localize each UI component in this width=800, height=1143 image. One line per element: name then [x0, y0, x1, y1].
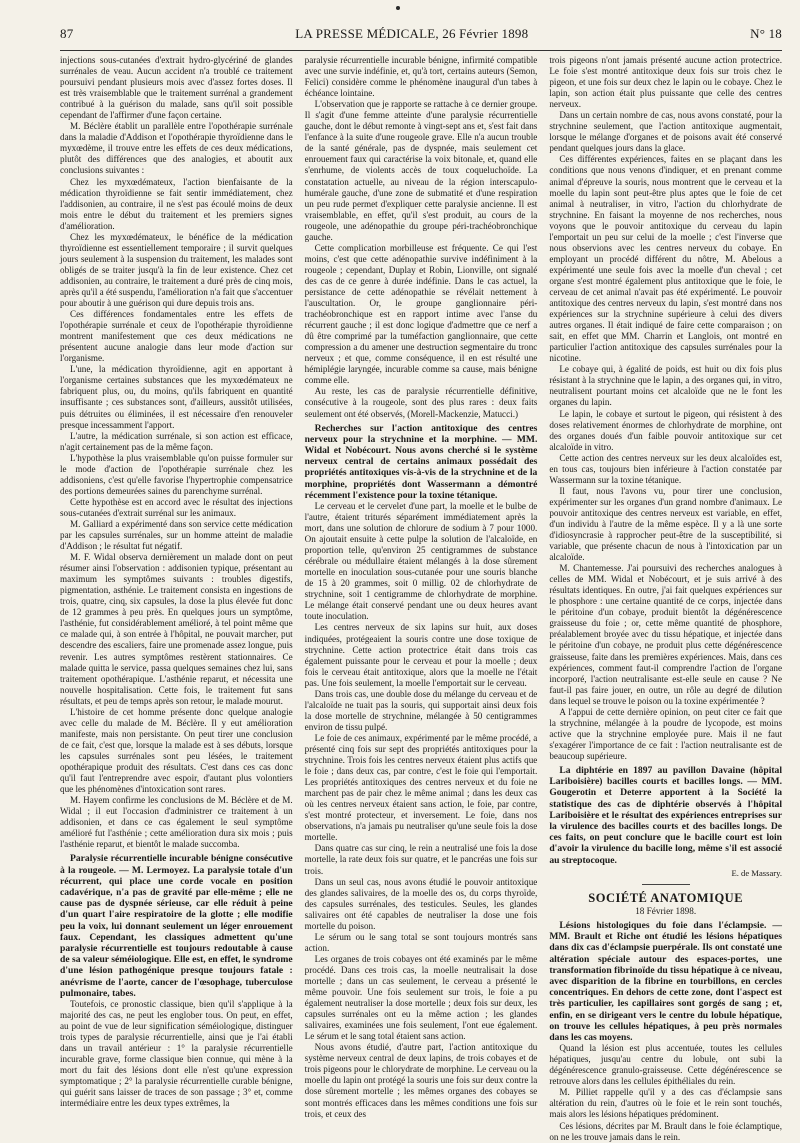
paragraph: Chez les myxœdémateux, l'action bienfaisante de la médication thyroïdienne se fait sentir immédiatement, chez l'addisonien, au contraire, il ne s'est pas écoulé moins de deux mois entre le début du traitement et les premiers signes d'amélioration.	[60, 176, 293, 231]
journal-title: LA PRESSE MÉDICALE, 26 Février 1898	[295, 26, 529, 41]
paragraph: Dans un certain nombre de cas, nous avons constaté, pour la strychnine seulement, que l'action antitoxique augmentait, lorsque le mélange d'organes et de poisons avait été conservé pendant quelques jours dans la glace.	[549, 110, 783, 154]
paragraph: M. Pilliet rappelle qu'il y a des cas d'éclampsie sans altération du rein, d'autres où le foie et le rein sont touchés, mais alors les lésions hépatiques prédominent.	[549, 1087, 783, 1120]
paragraph: L'hypothèse la plus vraisemblable qu'on puisse formuler sur le mode d'action de l'opothérapie surrénale chez les addisoniens, c'est qu'elle favorise l'hypertrophie compensatrice des portions demeurées saines du parenchyme surrénal.	[60, 452, 293, 496]
paragraph: Nous avons étudié, d'autre part, l'action antitoxique du système nerveux central de deux lapins, de trois cobayes et de trois pigeons pour le chlorydrate de morphine. Le cerveau ou la moelle du lapin ont protégé la souris une fois sur deux contre la dose sûrement mortelle ; les mêmes organes des cobayes se sont montrés efficaces dans les mêmes conditions une fois sur trois, et ceux des	[304, 1042, 538, 1119]
paragraph: Chez les myxœdémateux, le bénéfice de la médication thyroïdienne est essentiellement temporaire ; il survit quelques jours seulement à la suspension du traitement, les malades sont obligés de se traiter jusqu'à la fin de leur existence. Chez cet addisonien, au contraire, le traitement a duré près de cinq mois, après qu'il a été suspendu, l'amélioration n'a fait que s'accentuer pour aboutir à une guérison qui dure depuis trois ans.	[60, 231, 293, 309]
header-rule	[60, 50, 782, 51]
paragraph: Dans un seul cas, nous avons étudié le pouvoir antitoxique des glandes salivaires, de la moelle des os, du corps thyroïde, des capsules surrénales, des testicules. Seules, les glandes salivaires ont été capables de neutraliser la dose une fois mortelle du poison.	[304, 876, 538, 931]
paragraph: Le cerveau et le cervelet d'une part, la moelle et le bulbe de l'autre, étaient triturés séparément immédiatement après la mort, dans une solution de chlorure de sodium à 7 pour 1000. On ajoutait ensuite à cette pulpe la solution de l'alcaloïde, en proportion telle, qu'environ 25 centigrammes de substance cérébrale ou médullaire étaient mélangés à la dose sûrement mortelle en inoculation sous-cutanée pour une souris blanche de 15 à 20 grammes, soit 0 millig. 02 de chlorhydrate de strychnine, soit 1 centigramme de chlorhydrate de morphine. Le mélange était conservé pendant une ou deux heures avant toute inoculation.	[304, 500, 538, 622]
paragraph: Cette action des centres nerveux sur les deux alcaloïdes est, en tous cas, toujours bien inférieure à l'action constatée par Wassermann sur la toxine tétanique.	[549, 452, 783, 485]
ink-dot	[396, 6, 400, 10]
paragraph: Toutefois, ce pronostic classique, bien qu'il s'applique à la majorité des cas, ne peut les englober tous. On peut, en effet, au point de vue de leur signification séméiologique, distinguer trois types de paralysie récurrentielle, ainsi que je l'ai établi dans un travail antérieur : 1° la paralysie récurrentielle incurable grave, forme classique bien connue, qui mène à la mort du fait des lésions dont elle n'est qu'une expression symptomatique ; 2° la paralysie récurrentielle curable bénigne, qui guérit sans laisser de traces de son passage ; 3° et, comme intermédiaire entre les deux types extrêmes, la	[60, 999, 293, 1109]
paragraph: Ces différences fondamentales entre les effets de l'opothérapie surrénale et ceux de l'opothérapie thyroïdienne montrent manifestement que ces deux médications ne présentent aucune analogie dans leur mode d'action sur l'organisme.	[60, 309, 293, 364]
paragraph: Les organes de trois cobayes ont été examinés par le même procédé. Dans ces trois cas, la moelle neutralisait la dose mortelle ; dans un cas seulement, le cerveau a présenté le même pouvoir. Une fois seulement sur trois, le foie a pu également neutraliser la dose mortelle ; deux fois sur deux, les capsules surrénales ont eu la même action ; les glandes salivaires, examinées une fois seulement, l'ont eue également. Le sérum et le sang total étaient sans action.	[304, 953, 538, 1042]
column-3	[549, 55, 783, 1142]
paragraph: Le lapin, le cobaye et surtout le pigeon, qui résistent à des doses relativement énormes de chlorhydrate de morphine, ont des organes doués d'un faible pouvoir antitoxique sur cet alcaloïde in vitro.	[549, 408, 783, 452]
section-heading-recherches: Recherches sur l'action antitoxique des centres nerveux pour la strychnine et la morphine. — MM. Widal et Nobécourt. Nous avons cherché si le système nerveux central de certains animaux possédait des propriétés antitoxiques vis-à-vis de la strychnine et de la morphine, propriétés dont Wassermann a démontré récemment l'existence pour la toxine tétanique.	[304, 422, 538, 501]
section-heading-lesions: Lésions histologiques du foie dans l'éclampsie. — MM. Brault et Riche ont étudié les lésions hépatiques dans dix cas d'éclampsie puerpérale. Ils ont constaté une altération spéciale autour des espaces-portes, une transformation fibrinoïde du tissu hépatique à ce niveau, avec disparition de la fibrine en tourbillons, en cercles concentriques. En dehors de cette zone, dont l'aspect est très particulier, les capillaires sont gorgés de sang ; et, enfin, en se dirigeant vers le centre du lobule hépatique, on trouve les cellules hépatiques, à peu près normales dans les cas moyens.	[549, 919, 783, 1043]
paragraph: L'une, la médication thyroïdienne, agit en apportant à l'organisme certaines substances que les myxœdémateux ne fabriquent plus, ou, du moins, qu'ils fabriquent en quantité insuffisante ; ces substances sont, d'ailleurs, aussitôt utilisées, puis détruites ou éliminées, il est nécessaire d'en renouveler presque incessamment l'apport.	[60, 364, 293, 430]
society-date: 18 Février 1898.	[635, 905, 697, 916]
paragraph: Le foie de ces animaux, expérimenté par le même procédé, a présenté cinq fois sur sept des propriétés antitoxiques pour la strychnine. Trois fois les centres nerveux étaient plus actifs que le foie ; dans deux cas, par contre, c'est le foie qui l'emportait. Les propriétés antitoxiques des centres nerveux et du foie ne marchent pas de pair chez le même animal ; dans les deux cas où les centres nerveux étaient sans action, le foie, par contre, s'est montré protecteur, et inversement. Le foie, dans nos observations, n'a jamais pu neutraliser qu'une seule fois la dose mortelle.	[304, 732, 538, 843]
issue-number: N° 18	[750, 26, 782, 41]
paragraph: M. F. Widal observa dernièrement un malade dont on peut résumer ainsi l'observation : addisonien typique, présentant au maximum les symptômes suivants : troubles digestifs, pigmentation, asthénie. Le traitement consista en ingestions de trois, quatre, cinq, six capsules, la dose la plus élevée fut donc de 12 grammes à peu près. En quelques jours un symptôme, l'asthénie, fut considérablement amélioré, à tel point même que ce malade qui, à son entrée à l'hôpital, ne pouvait marcher, put descendre des escaliers, faire une promenade assez longue, puis revenir. Les autres symptômes restèrent stationnaires. Ce malade quitta le service, passa quelques semaines chez lui, sans traitement opothérapique. L'asthénie reparut, et nécessita une nouvelle hospitalisation. Cette fois, le traitement fut sans résultats, et peu de temps après son retour, le malade mourut.	[60, 552, 293, 706]
columns	[60, 55, 783, 1142]
paragraph: paralysie récurrentielle incurable bénigne, infirmité compatible avec une survie indéfinie, et, qu'à tort, certains auteurs (Semon, Felici) considère comme le phénomène inaugural d'un tabes à échéance lointaine.	[304, 55, 538, 99]
paragraph: Dans trois cas, une double dose du mélange du cerveau et de l'alcaloïde ne tuait pas la souris, qui supportait ainsi deux fois la dose mortelle de strychnine, mélangée à 50 centigrammes environ de tissu pulpé.	[304, 688, 538, 732]
section-heading-paralysie: Paralysie récurrentielle incurable bénigne consécutive à la rougeole. — M. Lermoyez. La paralysie totale d'un récurrent, qui place une corde vocale en position cadavérique, n'a pas de gravité par elle-même ; elle ne cause pas de dyspnée sérieuse, car elle réduit à peine d'un quart l'aire respiratoire de la glotte ; elle modifie peu la voix, lui donnant seulement un léger enrouement faux. Cependant, les classiques admettent qu'une paralysie récurrentielle est toujours redoutable à cause de sa valeur séméiologique. Elle est, en effet, le syndrome d'une lésion pathogénique presque toujours fatale : anévrisme de l'aorte, cancer de l'œsophage, tuberculose pulmonaire, tabes.	[60, 853, 293, 999]
society-title: SOCIÉTÉ ANATOMIQUE	[588, 890, 744, 905]
paragraph: Ces différentes expériences, faites en se plaçant dans les conditions que nous venons d'indiquer, et en prenant comme animal d'épreuve la souris, nous montrent que le cerveau et la moelle du lapin sont peut-être plus aptes que le foie de cet animal à neutraliser, in vitro, l'action du chlorhydrate de strychnine. En faisant la moyenne de nos recherches, nous voyons que le pouvoir antitoxique du cerveau du lapin l'emportait un peu sur celui de la moelle ; c'est l'inverse que nous observions avec les centres nerveux du cobaye. En employant un procédé différent du nôtre, M. Abelous a expérimenté une seule fois avec la moelle d'un cheval ; cet organe s'est montré également plus antitoxique que le foie, le cerveau de cet animal n'avait pas été expérimenté. Le pouvoir antitoxique des centres nerveux du lapin, s'est montré dans nos expériences sur la strychnine supérieure à celui des divers autres organes. Il était indiqué de faire cette comparaison ; on sait, en effet que MM. Charrin et Langlois, ont montré en particulier l'action antitoxique des capsules surrénales pour la nicotine.	[549, 154, 783, 364]
paragraph: M. Chantemesse. J'ai poursuivi des recherches analogues à celles de MM. Widal et Nobécourt, et je suis arrivé à des résultats identiques. En outre, j'ai fait quelques expériences sur le phosphore : une certaine quantité de ce corps, injectée dans le péritoine d'un cobaye, produit bientôt la dégénérescence graisseuse du foie ; or, cette même quantité de phosphore, préalablement broyée avec du tissu hépatique, et injectée dans le péritoine d'un cobaye, ne produit plus cette dégénérescence graisseuse, faite dans les premières expériences. Mais, dans ces expériences, comment faut-il comprendre l'action de l'organe incorporé, l'action neutralisante est-elle seule en cause ? Ne faut-il pas faire jouer, en outre, un rôle au degré de dilution dans lequel se trouve le poison ou la toxine expérimentée ?	[549, 563, 783, 706]
column-1	[60, 55, 293, 1109]
paragraph: Les centres nerveux de six lapins sur huit, aux doses indiquées, protégeaient la souris contre une dose toxique de strychnine. Cette action protectrice était dans trois cas également puissante pour le cerveau et pour la moelle ; deux fois le cerveau était antitoxique, alors que la moelle ne l'était pas. Une fois seulement, la moelle l'emportait sur le cerveau.	[304, 622, 538, 688]
paragraph: M. Galliard a expérimenté dans son service cette médication par les capsules surrénales, sur un homme atteint de maladie d'Addison ; le résultat fut négatif.	[60, 518, 293, 552]
paragraph: Le cobaye qui, à égalité de poids, est huit ou dix fois plus résistant à la strychnine que le lapin, a des organes qui, in vitro, neutralisent pourtant moins cet alcaloïde que ne le font les organes du lapin.	[549, 364, 783, 408]
paragraph: Ces lésions, décrites par M. Brault dans le foie éclamptique, on ne les trouve jamais dans le rein.	[549, 1120, 783, 1142]
paragraph: M. Béclère établit un parallèle entre l'opothérapie surrénale dans la maladie d'Addison et l'opothérapie thyroïdienne dans le myxœdème, il trouve entre les effets de ces deux médications, plutôt des différences que des analogies, et aboutit aux conclusions suivantes :	[60, 121, 293, 176]
page-number: 87	[60, 26, 74, 41]
paragraph: L'observation que je rapporte se rattache à ce dernier groupe. Il s'agit d'une femme atteinte d'une paralysie récurrentielle gauche, dont le début remonte à vingt-sept ans et, s'est fait dans l'enfance à la suite d'une rougeole grave. Elle n'a aucun trouble de la santé générale, pas de dyspnée, mais seulement cet enrouement faux qui caractérise la voix bitonale, et, quand elle s'enrhume, de violents accès de toux coqueluchoïde. La constatation actuelle, au niveau de la région interscapulo-humérale gauche, d'une zone de submatité et d'une respiration un peu rude permet d'expliquer cette paralysie ancienne. Il est vraisemblable, en effet, qu'il s'est produit, au cours de la rougeole, une adénopathie du groupe péri-trachéobronchique gauche.	[304, 99, 538, 242]
separator-rule	[642, 884, 690, 885]
section-heading-diphterie: La diphtérie en 1897 au pavillon Davaine (hôpital Lariboisière) bacilles courts et bacilles longs. — MM. Gougerotin et Deterre apportent à la Société la statistique des cas de diphtérie observés à l'hôpital Lariboisière et le résultat des expériences entreprises sur la virulence des bacilles courts et des bacilles longs. De ces faits, on peut conclure que le bacille court est loin d'avoir la virulence du bacille long, même s'il est associé au streptocoque.	[549, 765, 783, 866]
paragraph: L'histoire de cet homme présente donc quelque analogie avec celle du malade de M. Béclère. Il y eut amélioration manifeste, mais non persistante. On peut tirer une conclusion de ce fait, c'est que, lorsque la malade est à ses débuts, lorsque les capsules surrénales sont peu lésées, le traitement opothérapique produit des résultats. C'est dans ces cas donc qu'il faut l'entreprendre avec espoir, d'autant plus volontiers que les phénomènes d'intoxication sont rares.	[60, 706, 293, 795]
paragraph: Il faut, nous l'avons vu, pour tirer une conclusion, expérimenter sur les organes d'un grand nombre d'animaux. Le pouvoir antitoxique des centres nerveux est variable, en effet, d'un individu à l'autre de la même espèce. Il y a là une sorte d'idiosyncrasie à rapprocher peut-être de la susceptibilité, si variable, que présente chacun de nous à l'intoxication par un alcaloïde.	[549, 485, 783, 563]
paragraph: Dans quatre cas sur cinq, le rein a neutralisé une fois la dose mortelle, la rate deux fois sur quatre, et le pancréas une fois sur trois.	[304, 843, 538, 876]
column-2	[304, 55, 538, 1119]
paragraph: injections sous-cutanées d'extrait hydro-glycériné de glandes surrénales de veau. Aucun accident n'a troublé ce traitement poursuivi pendant plusieurs mois avec d'assez fortes doses. Il est très vraisemblable que le traitement surrénal a grandement contribué à la guérison du malade, sans qu'il soit possible cependant de l'affirmer d'une façon certaine.	[60, 55, 293, 121]
paragraph: A l'appui de cette dernière opinion, on peut citer ce fait que la strychnine, mélangée à la poudre de lycopode, est moins active que la strychnine employée pure. Mais il ne faut s'exagérer l'importance de ce fait : l'action neutralisante est de beaucoup supérieure.	[549, 706, 783, 761]
paragraph: Cette hypothèse est en accord avec le résultat des injections sous-cutanées d'extrait surrénal sur les animaux.	[60, 496, 293, 518]
paragraph: M. Hayem confirme les conclusions de M. Béclère et de M. Widal ; il eut l'occasion d'administrer ce traitement à un addisonien, et dans ce cas également le seul symptôme amélioré fut l'asthénie ; cette amélioration dura six mois ; puis l'asthénie reparut, et bientôt le malade succomba.	[60, 795, 293, 850]
paragraph: Quand la lésion est plus accentuée, toutes les cellules hépatiques, jusqu'au centre du lobule, ont subi la dégénérescence granulo-graisseuse. Cette dégénérescence se retrouve alors dans les cellules épithéliales du rein.	[549, 1043, 783, 1087]
page-header	[60, 26, 782, 48]
signature: E. de Massary.	[731, 867, 783, 878]
paragraph: L'autre, la médication surrénale, si son action est efficace, n'agit certainement pas de la même façon.	[60, 430, 293, 452]
paragraph: Au reste, les cas de paralysie récurrentielle définitive, consécutive à la rougeole, sont des plus rares : deux faits seulement ont été observés, (Morell-Mackenzie, Matucci.)	[304, 386, 538, 419]
paragraph: trois pigeons n'ont jamais présenté aucune action protectrice. Le foie s'est montré antitoxique deux fois sur trois chez le pigeon, et une fois sur deux chez le lapin ou le cobaye. Chez le lapin, son action était plus puissante que celle des centres nerveux.	[549, 55, 783, 110]
paragraph: Le sérum ou le sang total se sont toujours montrés sans action.	[304, 931, 538, 953]
paragraph: Cette complication morbilleuse est fréquente. Ce qui l'est moins, c'est que cette adénopathie survive indéfiniment à la rougeole ; cependant, Duplay et Robin, Lionville, ont signalé des cas de ce genre à durée indéfinie. Dans le cas actuel, la persistance de cette adénopathie se révélait nettement à l'auscultation. Or, le groupe ganglionnaire péri-trachéobronchique est en rapport intime avec l'anse du récurrent gauche ; il est donc logique d'admettre que ce nerf a dû être comprimé par la tuméfaction ganglionnaire, que cette compression a du amener une destruction segmentaire du tronc nerveux ; et que, comme conséquence, il en est résulté une hémiplégie laryngée, incurable comme sa cause, mais bénigne comme elle.	[304, 242, 538, 386]
